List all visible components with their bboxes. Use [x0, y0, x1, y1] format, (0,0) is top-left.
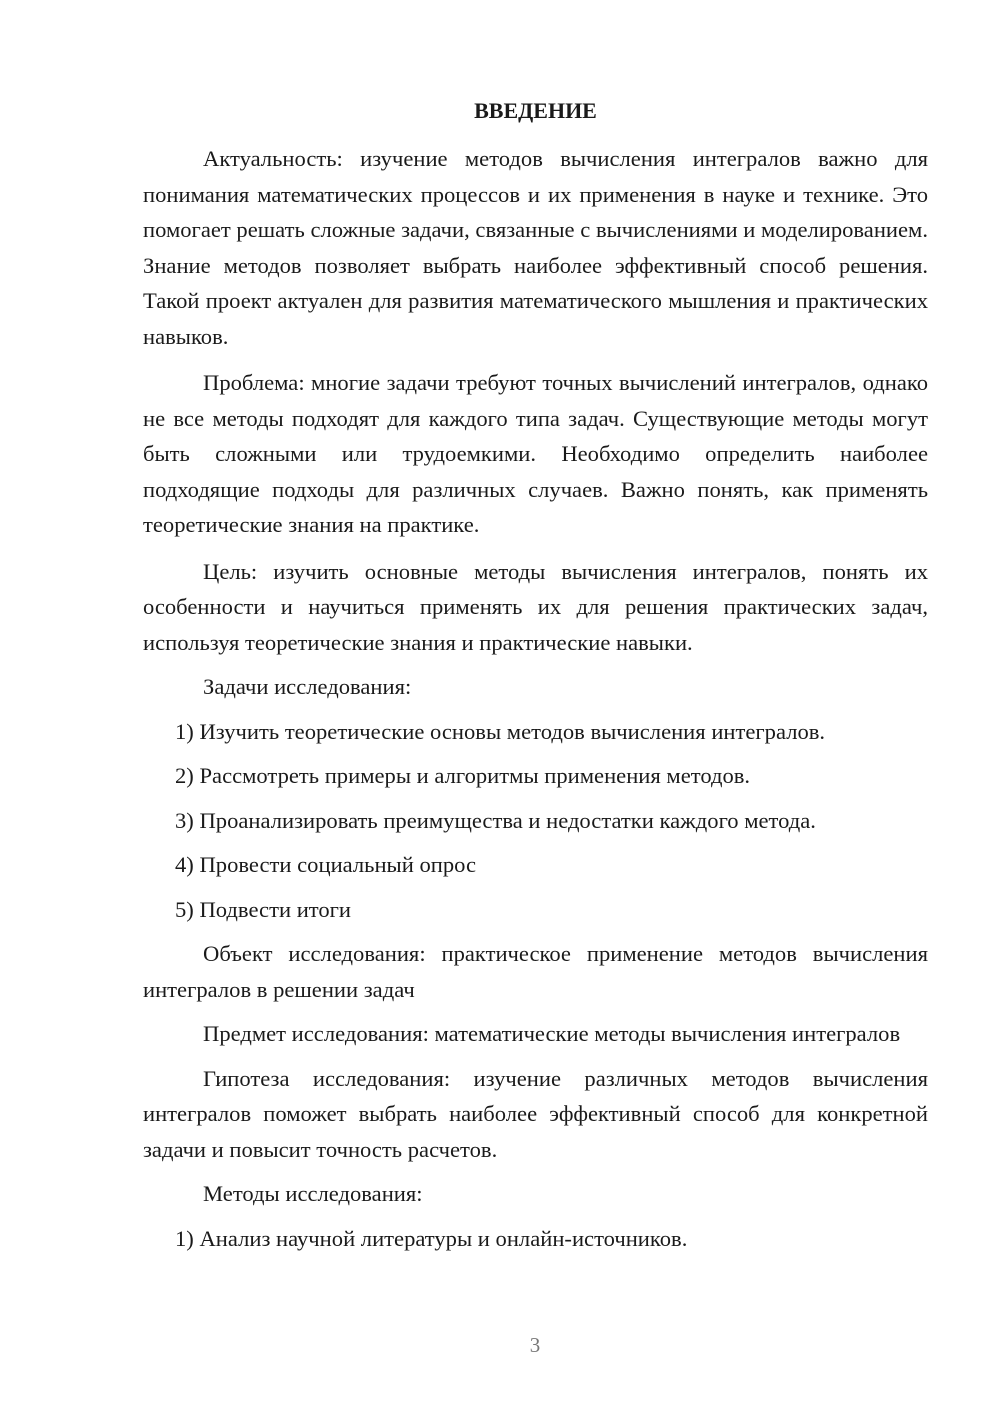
document-body — [143, 141, 928, 1256]
object-paragraph: Объект исследования: практическое применение методов вычисления интегралов в решении задач — [143, 941, 928, 1002]
task-item: 1) Изучить теоретические основы методов вычисления интегралов. — [175, 718, 826, 744]
task-item: 3) Проанализировать преимущества и недостатки каждого метода. — [175, 807, 816, 833]
relevance-paragraph: Актуальность: изучение методов вычисления интегралов важно для понимания математических процессов и их применения в науке и технике. Это помогает решать сложные задачи, связанные с вычислениями и моделированием. Знание методов позволяет выбрать наиболее эффективный способ решения. Такой проект актуален для развития математического мышления и практических навыков. — [143, 146, 928, 349]
task-item: 5) Подвести итоги — [175, 896, 352, 922]
tasks-heading: Задачи исследования: — [203, 674, 412, 699]
task-item: 2) Рассмотреть примеры и алгоритмы применения методов. — [175, 763, 751, 788]
method-item: 1) Анализ научной литературы и онлайн-источников. — [175, 1225, 688, 1251]
task-item: 4) Провести социальный опрос — [175, 852, 477, 877]
page-number: 3 — [529, 1333, 541, 1357]
subject-paragraph: Предмет исследования: математические методы вычисления интегралов — [203, 1021, 901, 1046]
goal-paragraph: Цель: изучить основные методы вычисления интегралов, понять их особенности и научиться применять их для решения практических задач, используя теоретические знания и практические навыки. — [143, 558, 928, 655]
section-title: ВВЕДЕНИЕ — [474, 98, 597, 123]
hypothesis-paragraph: Гипотеза исследования: изучение различных методов вычисления интегралов поможет выбрать наиболее эффективный способ для конкретной задачи и повысит точность расчетов. — [143, 1065, 928, 1162]
problem-paragraph: Проблема: многие задачи требуют точных вычислений интегралов, однако не все методы подходят для каждого типа задач. Существующие методы могут быть сложными или трудоемкими. Необходимо определить наиболее подходящие подходы для различных случаев. Важно понять, как применять теоретические знания на практике. — [143, 370, 928, 537]
methods-heading: Методы исследования: — [203, 1181, 423, 1206]
